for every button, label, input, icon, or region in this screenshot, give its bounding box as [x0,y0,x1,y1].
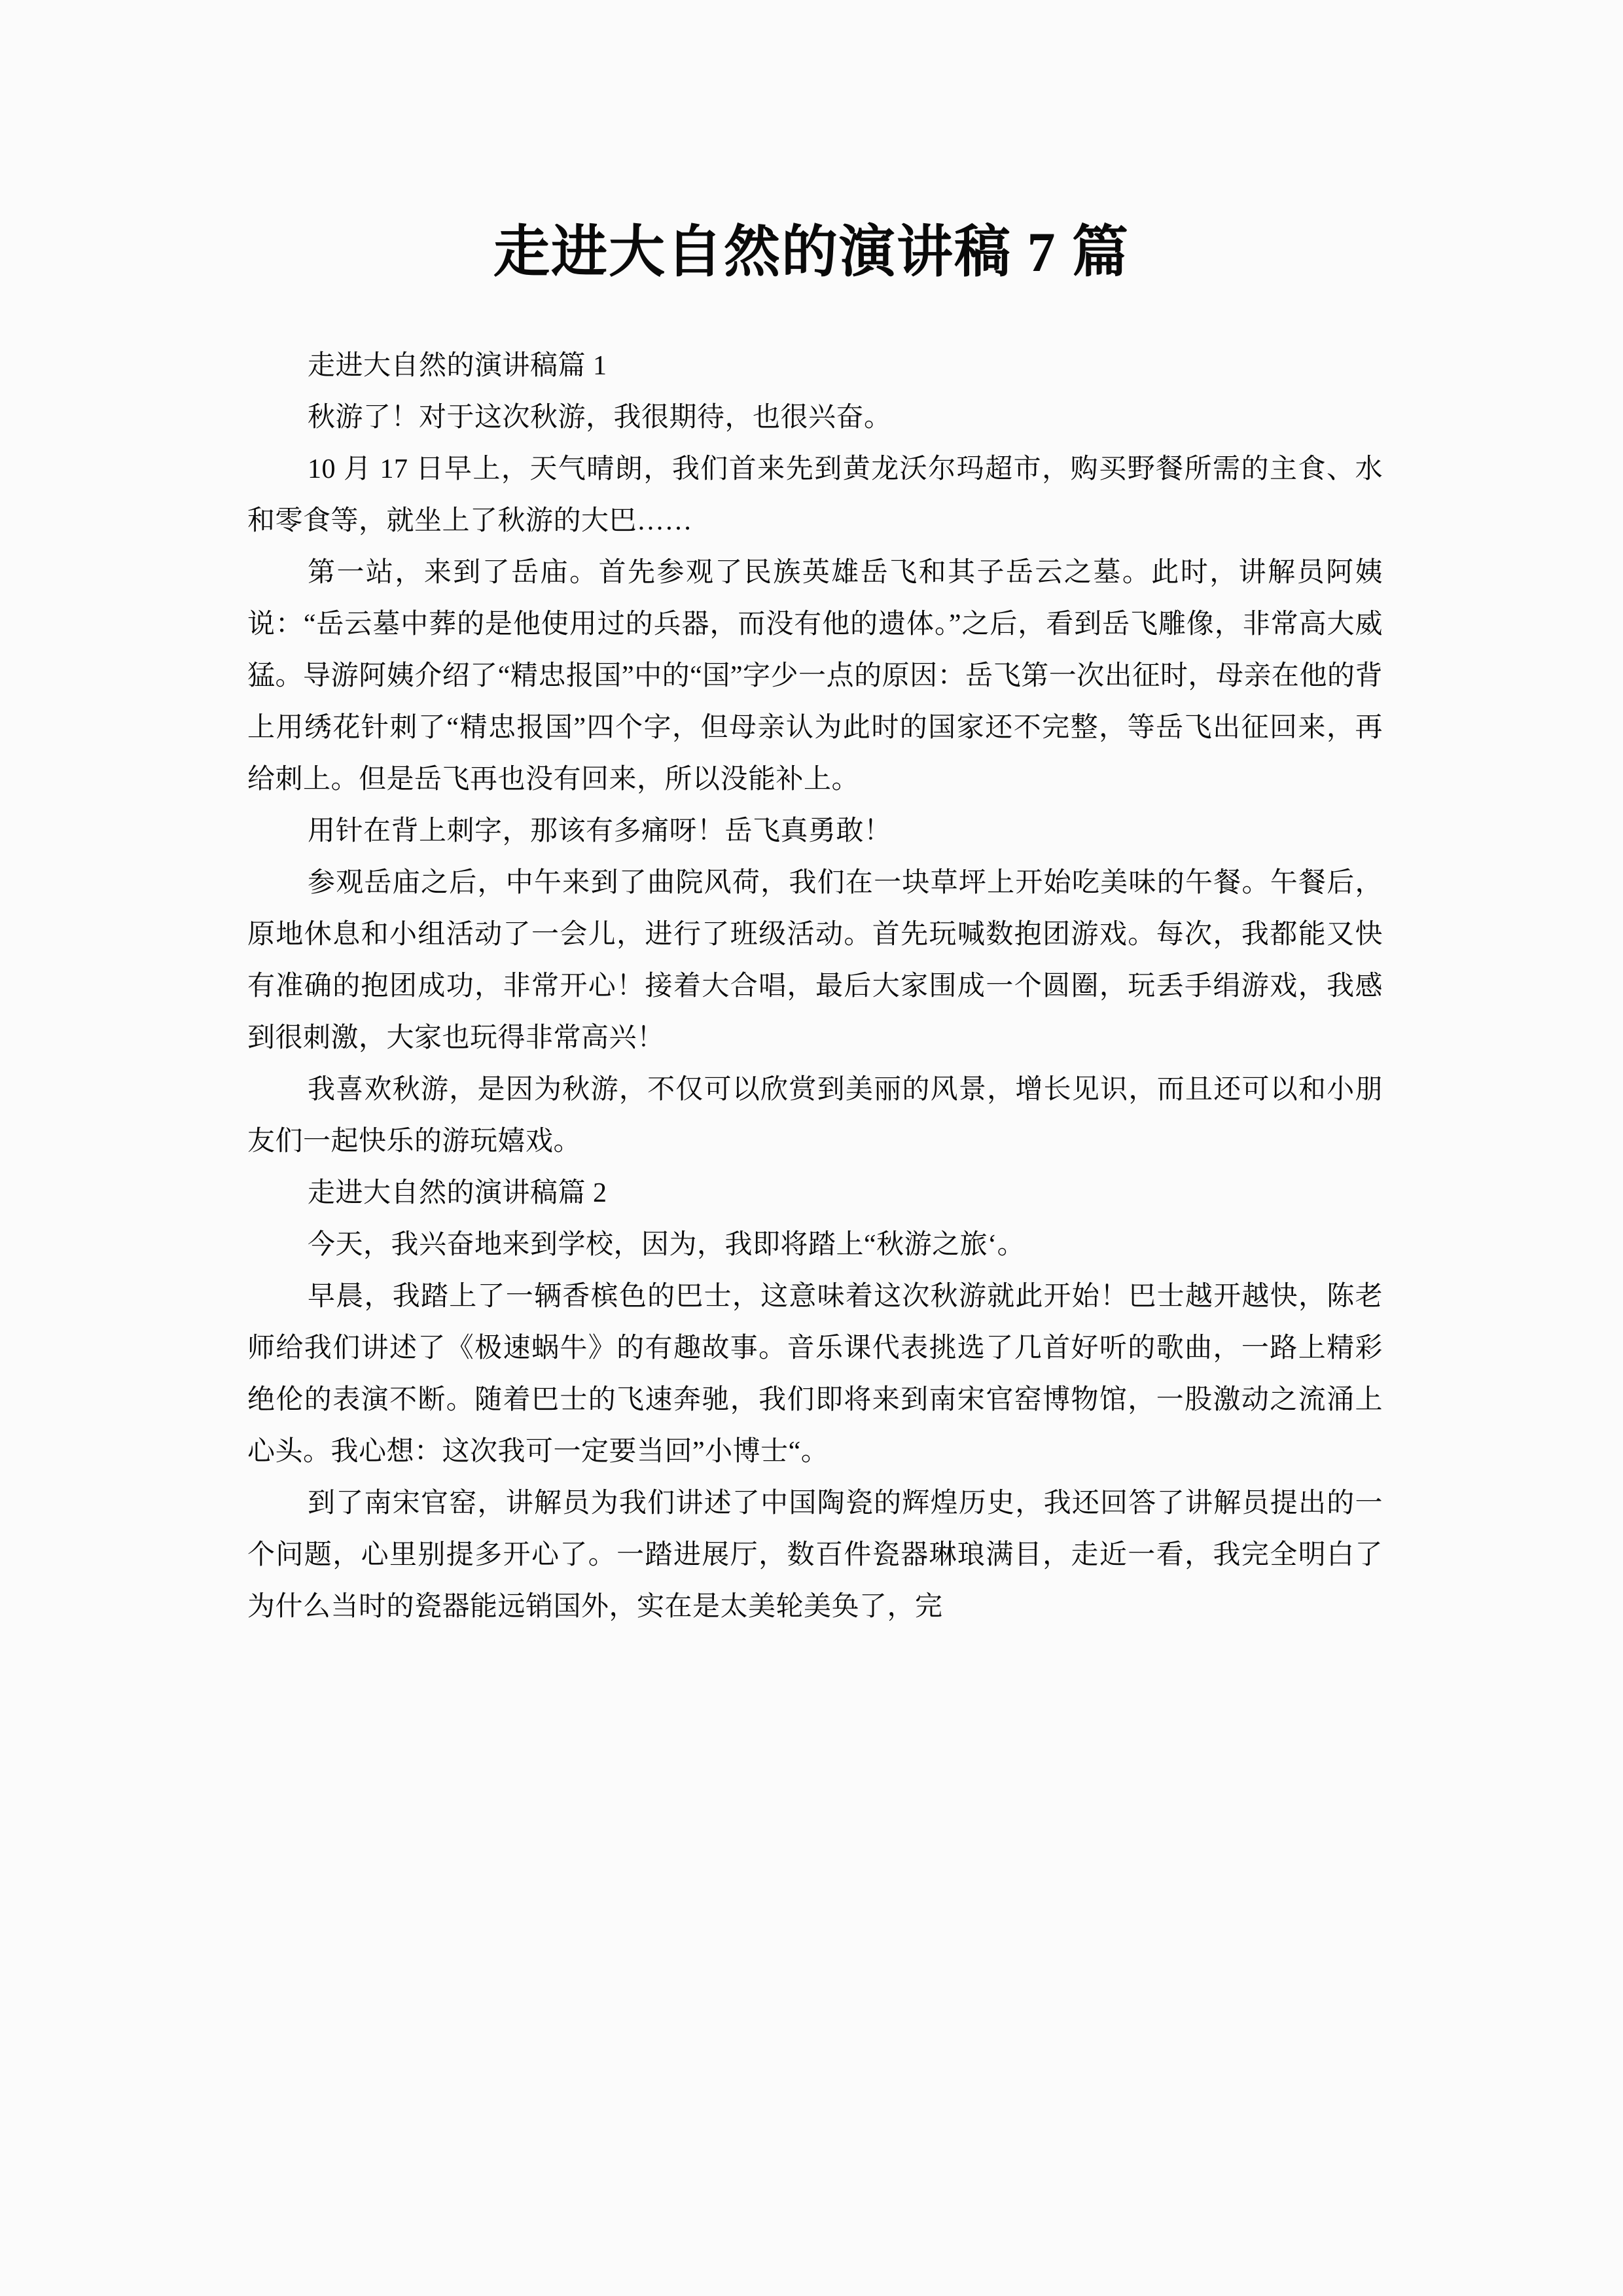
section-heading-1: 走进大自然的演讲稿篇 1 [308,351,607,381]
paragraph: 秋游了！对于这次秋游，我很期待，也很兴奋。 [308,403,892,433]
paragraph: 到了南宋官窑，讲解员为我们讲述了中国陶瓷的辉煌历史，我还回答了讲解员提出的一个问题，心里别提多开心了。一踏进展厅，数百件瓷器琳琅满目，走近一看，我完全明白了为什么当时的瓷器能远销国外，实在是太美轮美奂了，完 [247,1488,1383,1622]
section-heading-2: 走进大自然的演讲稿篇 2 [308,1178,607,1208]
paragraph: 早晨，我踏上了一辆香槟色的巴士，这意味着这次秋游就此开始！巴士越开越快，陈老师给我们讲述了《极速蜗牛》的有趣故事。音乐课代表挑选了几首好听的歌曲，一路上精彩绝伦的表演不断。随着巴士的飞速奔驰，我们即将来到南宋官窑博物馆，一股激动之流涌上心头。我心想：这次我可一定要当回”小博士“。 [247,1282,1383,1467]
paragraph: 用针在背上刺字，那该有多痛呀！岳飞真勇敢！ [308,816,892,846]
paragraph: 第一站，来到了岳庙。首先参观了民族英雄岳飞和其子岳云之墓。此时，讲解员阿姨说：“岳云墓中葬的是他使用过的兵器，而没有他的遗体。”之后，看到岳飞雕像，非常高大威猛。导游阿姨介绍了“精忠报国”中的“国”字少一点的原因：岳飞第一次出征时，母亲在他的背上用绣花针刺了“精忠报国”四个字，但母亲认为此时的国家还不完整，等岳飞出征回来，再给刺上。但是岳飞再也没有回来，所以没能补上。 [247,558,1383,795]
paragraph: 今天，我兴奋地来到学校，因为，我即将踏上“秋游之旅‘。 [308,1230,1026,1260]
page-title: 走进大自然的演讲稿 7 篇 [493,220,1130,283]
paragraph: 参观岳庙之后，中午来到了曲院风荷，我们在一块草坪上开始吃美味的午餐。午餐后，原地休息和小组活动了一会儿，进行了班级活动。首先玩喊数抱团游戏。每次，我都能又快有准确的抱团成功，非常开心！接着大合唱，最后大家围成一个圆圈，玩丢手绢游戏，我感到很刺激，大家也玩得非常高兴！ [247,868,1383,1053]
paragraph: 我喜欢秋游，是因为秋游，不仅可以欣赏到美丽的风景，增长见识，而且还可以和小朋友们一起快乐的游玩嬉戏。 [247,1075,1383,1157]
document-body [247,340,1383,1633]
paragraph: 10 月 17 日早上，天气晴朗，我们首来先到黄龙沃尔玛超市，购买野餐所需的主食、水和零食等，就坐上了秋游的大巴…… [247,454,1383,536]
